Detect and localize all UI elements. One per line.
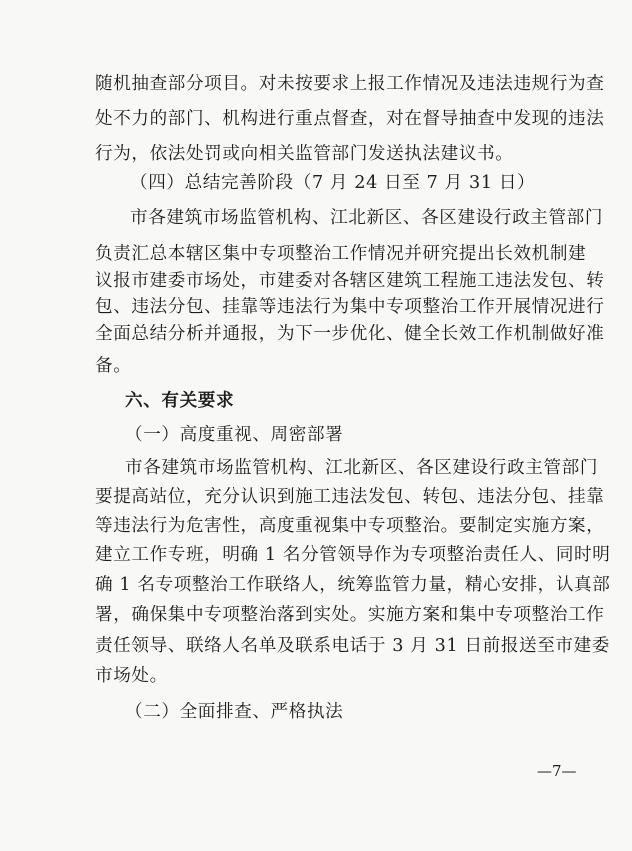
body-text-line: 市场处。: [95, 666, 168, 686]
subsection-heading: （四）总结完善阶段（7 月 24 日至 7 月 31 日）: [130, 173, 536, 193]
body-text-line: 随机抽查部分项目。对未按要求上报工作情况及违法违规行为查: [95, 74, 605, 94]
body-text-line: 包、违法分包、挂靠等违法行为集中专项整治工作开展情况进行: [95, 297, 605, 317]
body-text-line: 行为，依法处罚或向相关监管部门发送执法建议书。: [95, 144, 514, 164]
section-heading: 六、有关要求: [125, 391, 235, 411]
body-text-line: 议报市建委市场处，市建委对各辖区建筑工程施工违法发包、转: [95, 271, 605, 291]
body-text-line: 负责汇总本辖区集中专项整治工作情况并研究提出长效机制建: [95, 244, 587, 264]
body-text-line: 署，确保集中专项整治落到实处。实施方案和集中专项整治工作: [95, 605, 605, 625]
body-text-line: 市各建筑市场监管机构、江北新区、各区建设行政主管部门: [125, 458, 599, 478]
body-text-line: 确 1 名专项整治工作联络人，统筹监管力量，精心安排，认真部: [95, 575, 611, 595]
subsection-heading: （一）高度重视、周密部署: [125, 425, 344, 445]
body-text-line: 市各建筑市场监管机构、江北新区、各区建设行政主管部门: [130, 208, 604, 228]
subsection-heading: （二）全面排查、严格执法: [125, 702, 344, 722]
body-text-line: 全面总结分析并通报，为下一步优化、健全长效工作机制做好准: [95, 324, 605, 344]
body-text-line: 责任领导、联络人名单及联系电话于 3 月 31 日前报送至市建委: [95, 636, 610, 656]
body-text-line: 处不力的部门、机构进行重点督查，对在督导抽查中发现的违法: [95, 109, 605, 129]
body-text-line: 要提高站位，充分认识到施工违法发包、转包、违法分包、挂靠: [95, 487, 605, 507]
body-text-line: 建立工作专班，明确 1 名分管领导作为专项整治责任人、同时明: [95, 545, 611, 565]
body-text-line: 等违法行为危害性，高度重视集中专项整治。要制定实施方案，: [95, 516, 605, 536]
page-number: —7—: [537, 762, 577, 780]
body-text-line: 备。: [95, 356, 132, 376]
